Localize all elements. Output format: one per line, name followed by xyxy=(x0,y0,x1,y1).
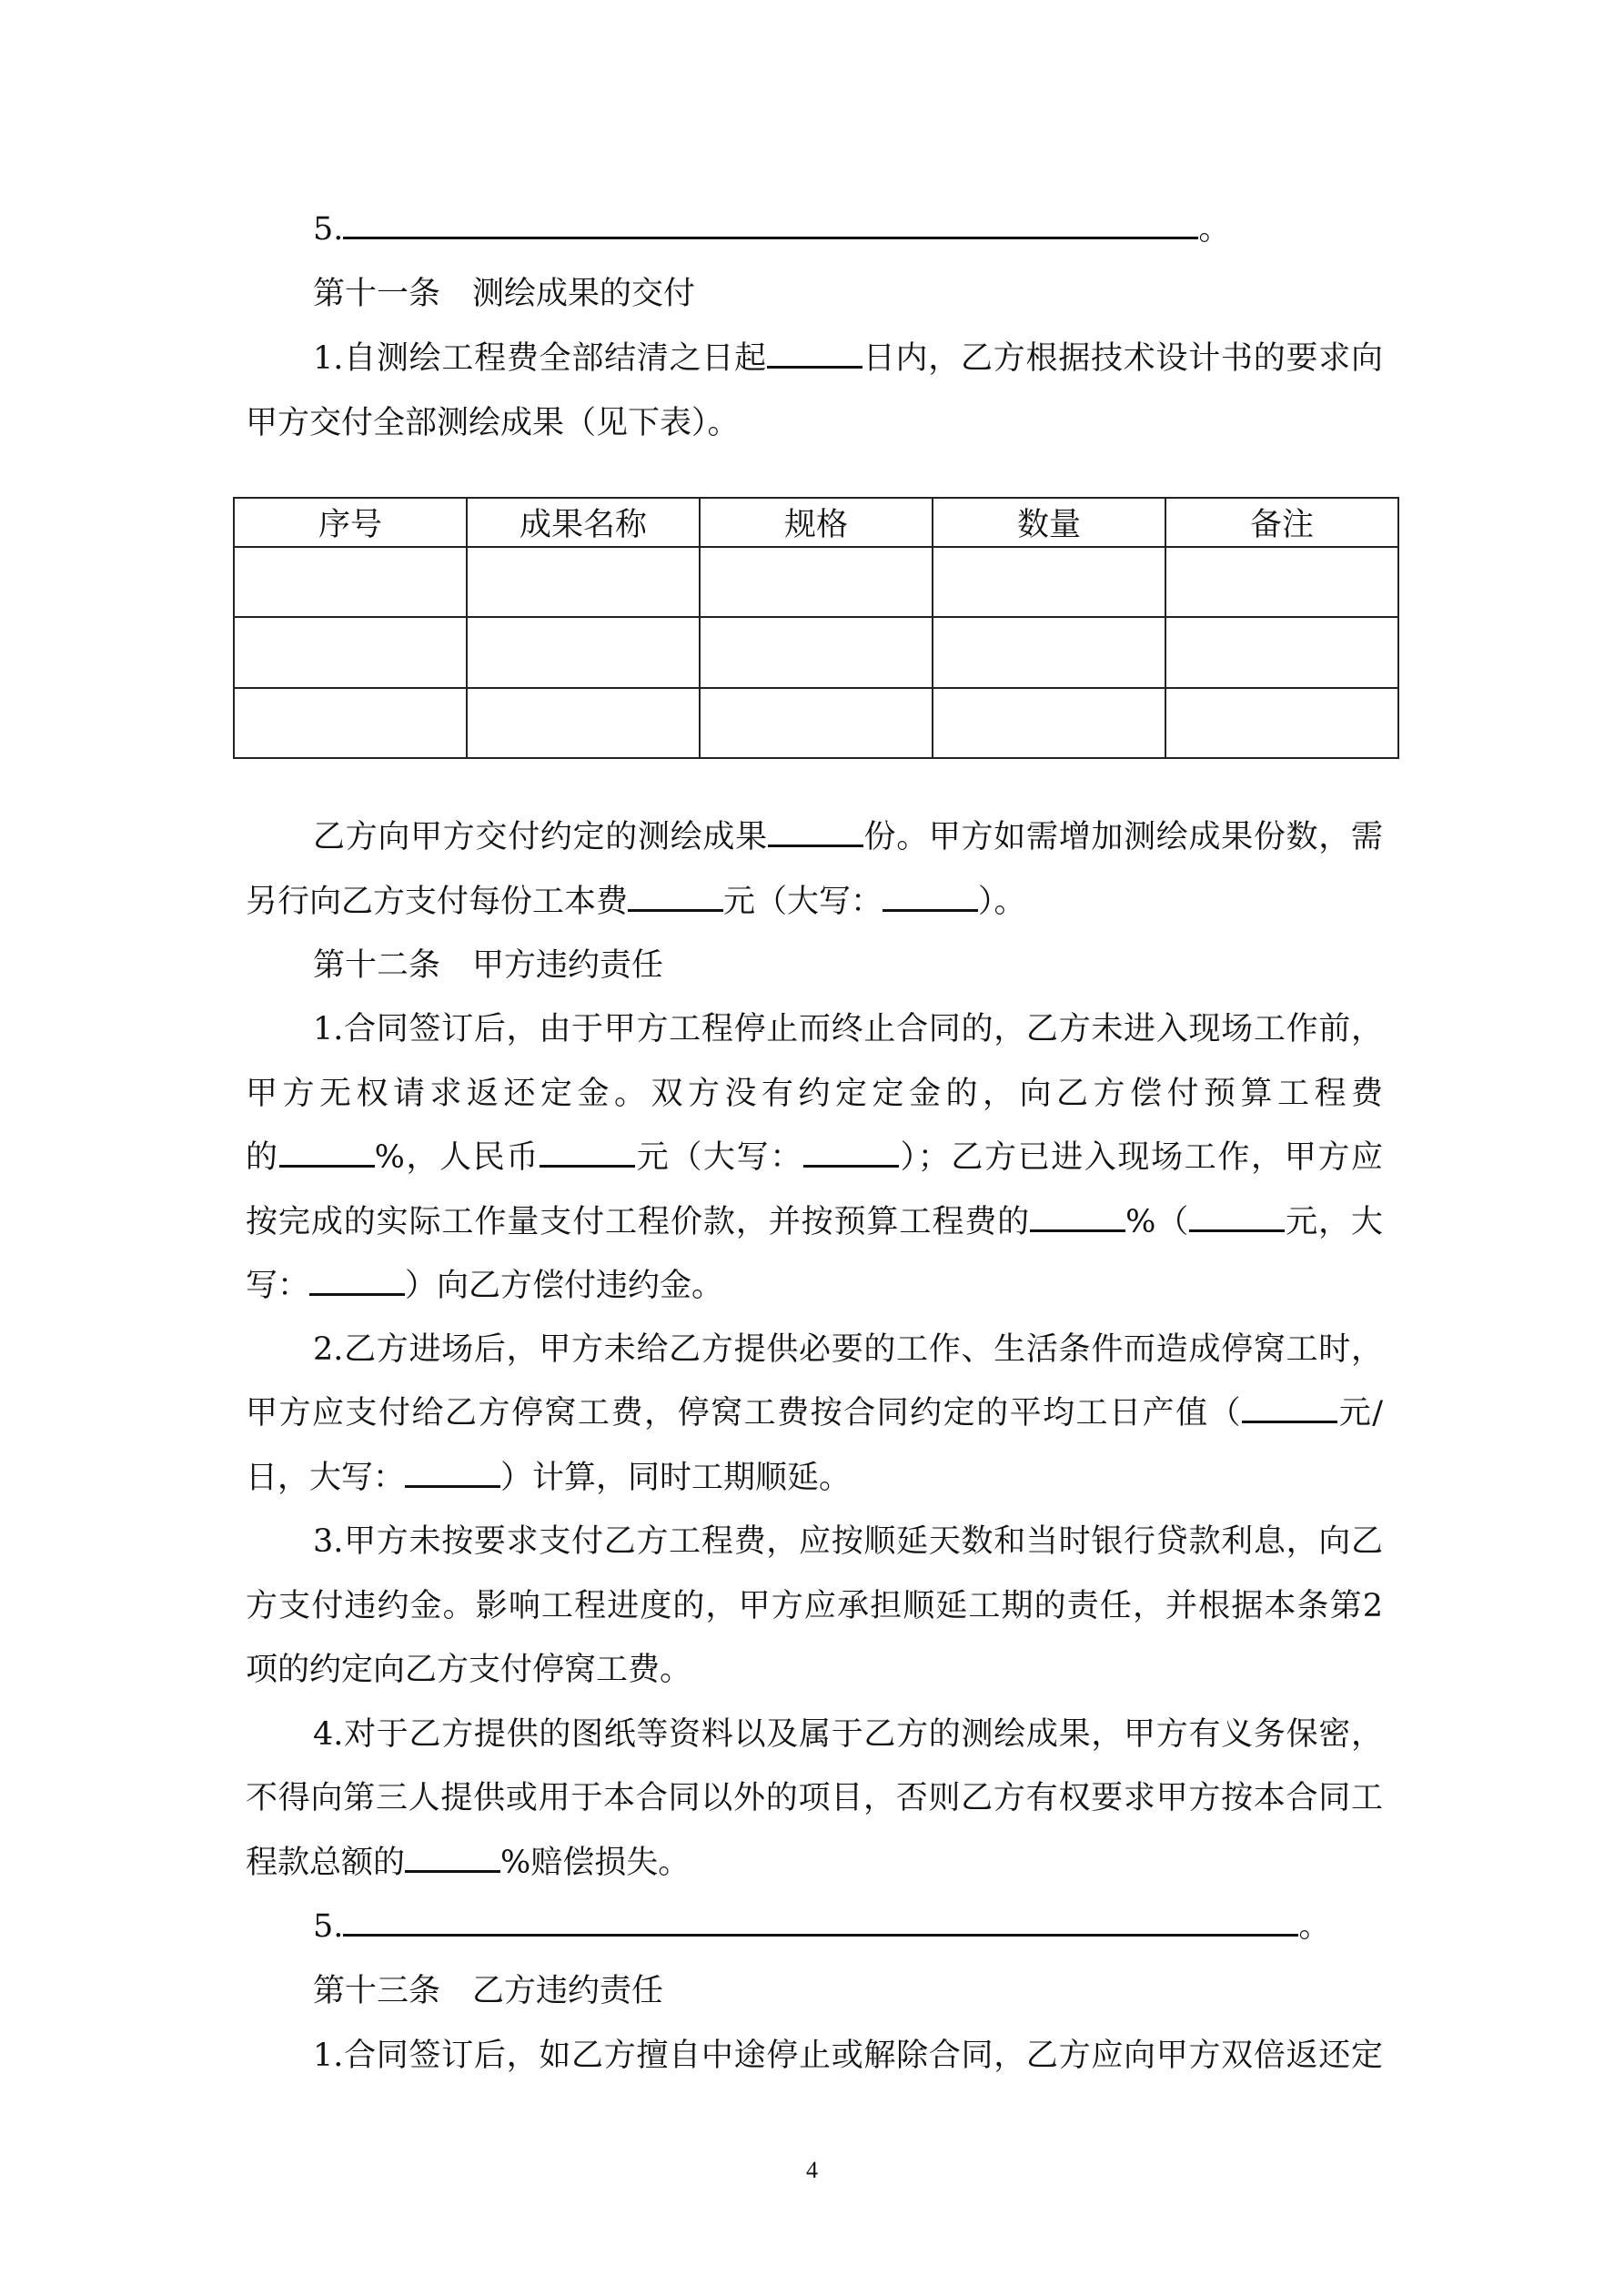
amount-words-blank[interactable] xyxy=(803,1138,899,1168)
text: 元（大写： xyxy=(723,884,883,920)
article-12-item-1-line1: 1.合同签订后，由于甲方工程停止而终止合同的，乙方未进入现场工作前， xyxy=(313,1011,1383,1047)
text: 份。甲方如需增加测绘成果份数，需 xyxy=(862,819,1383,855)
table-header-row xyxy=(234,498,1398,547)
article-12-item-1-line2: 甲方无权请求返还定金。双方没有约定定金的，向乙方偿付预算工程费 xyxy=(246,1076,1383,1112)
text: 元（大写： xyxy=(635,1139,803,1176)
copies-line2 xyxy=(246,880,1383,924)
text: %赔偿损失。 xyxy=(500,1845,691,1881)
header-name: 成果名称 xyxy=(467,498,700,547)
punctuation: 。 xyxy=(1198,211,1231,248)
text: 的 xyxy=(246,1139,279,1176)
page-number: 4 xyxy=(806,2157,818,2183)
text: 元/ xyxy=(1337,1395,1383,1431)
table-cell[interactable] xyxy=(1165,617,1398,687)
table-cell[interactable] xyxy=(1165,547,1398,617)
table-row xyxy=(234,688,1398,758)
article-13-item-1-line1: 1.合同签订后，如乙方擅自中途停止或解除合同，乙方应向甲方双倍返还定 xyxy=(313,2038,1383,2074)
table-cell[interactable] xyxy=(234,617,467,687)
article-11-heading: 第十一条 测绘成果的交付 xyxy=(313,276,696,312)
table-cell[interactable] xyxy=(700,688,933,758)
copies-line1 xyxy=(313,815,1383,859)
text: %（ xyxy=(1125,1204,1190,1240)
item-number: 5. xyxy=(313,211,344,248)
amount-blank[interactable] xyxy=(1189,1202,1285,1232)
article-12-item-2-line1: 2.乙方进场后，甲方未给乙方提供必要的工作、生活条件而造成停窝工时， xyxy=(313,1331,1383,1368)
table-cell[interactable] xyxy=(700,547,933,617)
article-11-item-1-line1 xyxy=(313,337,1383,380)
text: ）；乙方已进入现场工作，甲方应 xyxy=(898,1139,1383,1176)
text: 另行向乙方支付每份工本费 xyxy=(246,884,629,920)
article-12-item-5 xyxy=(313,1905,1383,1948)
header-remark: 备注 xyxy=(1165,498,1398,547)
table-cell[interactable] xyxy=(467,688,700,758)
text: ）。 xyxy=(978,884,1026,920)
article-12-item-2-line3 xyxy=(246,1456,1383,1500)
amount-blank[interactable] xyxy=(540,1138,635,1168)
table-cell[interactable] xyxy=(234,547,467,617)
table-cell[interactable] xyxy=(933,617,1165,687)
article-12-item-4-line1: 4.对于乙方提供的图纸等资料以及属于乙方的测绘成果，甲方有义务保密， xyxy=(313,1716,1383,1753)
table-cell[interactable] xyxy=(933,547,1165,617)
header-seq: 序号 xyxy=(234,498,467,547)
article-12-item-1-line5 xyxy=(246,1264,1383,1308)
percent-blank[interactable] xyxy=(405,1843,500,1873)
article-12-item-3-line3: 项的约定向乙方支付停窝工费。 xyxy=(246,1652,692,1688)
table-cell[interactable] xyxy=(234,688,467,758)
days-blank[interactable] xyxy=(767,339,862,369)
table-cell[interactable] xyxy=(1165,688,1398,758)
text: 日，大写： xyxy=(246,1460,406,1496)
percent-blank[interactable] xyxy=(1030,1202,1125,1232)
daily-value-blank[interactable] xyxy=(1242,1393,1337,1423)
article-12-item-4-line2: 不得向第三人提供或用于本合同以外的项目，否则乙方有权要求甲方按本合同工 xyxy=(246,1780,1383,1816)
table-cell[interactable] xyxy=(467,617,700,687)
text: ）计算，同时工期顺延。 xyxy=(500,1460,852,1496)
article-12-heading: 第十二条 甲方违约责任 xyxy=(313,947,664,984)
article-13-heading: 第十三条 乙方违约责任 xyxy=(313,1973,664,2009)
cost-words-blank[interactable] xyxy=(883,882,978,912)
fill-blank[interactable] xyxy=(343,209,1198,239)
amount-words-blank[interactable] xyxy=(309,1266,405,1296)
cost-blank[interactable] xyxy=(628,882,723,912)
text: 程款总额的 xyxy=(246,1845,406,1881)
text: 甲方应支付给乙方停窝工费，停窝工费按合同约定的平均工日产值（ xyxy=(246,1395,1243,1431)
table-row xyxy=(234,547,1398,617)
text: 按完成的实际工作量支付工程价款，并按预算工程费的 xyxy=(246,1204,1031,1240)
text: 乙方向甲方交付约定的测绘成果 xyxy=(313,819,768,855)
daily-value-words-blank[interactable] xyxy=(405,1458,500,1488)
clause-10-item-5 xyxy=(313,207,1383,251)
article-12-item-3-line2: 方支付违约金。影响工程进度的，甲方应承担顺延工期的责任，并根据本条第2 xyxy=(246,1588,1383,1624)
text: 元，大 xyxy=(1285,1204,1383,1240)
item-number: 5. xyxy=(313,1908,344,1945)
text: ）向乙方偿付违约金。 xyxy=(405,1268,724,1304)
text: 写： xyxy=(246,1268,310,1304)
article-12-item-2-line2 xyxy=(246,1391,1383,1435)
table-cell[interactable] xyxy=(700,617,933,687)
text: %，人民币 xyxy=(374,1139,540,1176)
article-11-item-1-line2: 甲方交付全部测绘成果（见下表）。 xyxy=(246,405,740,441)
punctuation: 。 xyxy=(1298,1908,1331,1945)
percent-blank[interactable] xyxy=(279,1138,375,1168)
article-12-item-3-line1: 3.甲方未按要求支付乙方工程费，应按顺延天数和当时银行贷款利息，向乙 xyxy=(313,1523,1383,1560)
article-12-item-1-line4 xyxy=(246,1200,1383,1244)
table-cell[interactable] xyxy=(467,547,700,617)
copies-blank[interactable] xyxy=(768,817,863,847)
header-qty: 数量 xyxy=(933,498,1165,547)
article-12-item-4-line3 xyxy=(246,1841,1383,1885)
table-cell[interactable] xyxy=(933,688,1165,758)
deliverables-table xyxy=(233,497,1399,759)
table-row xyxy=(234,617,1398,687)
header-spec: 规格 xyxy=(700,498,933,547)
fill-blank[interactable] xyxy=(343,1907,1298,1937)
text: 日内，乙方根据技术设计书的要求向 xyxy=(862,340,1383,377)
text: 1.自测绘工程费全部结清之日起 xyxy=(313,340,767,377)
article-12-item-1-line3 xyxy=(246,1136,1383,1179)
